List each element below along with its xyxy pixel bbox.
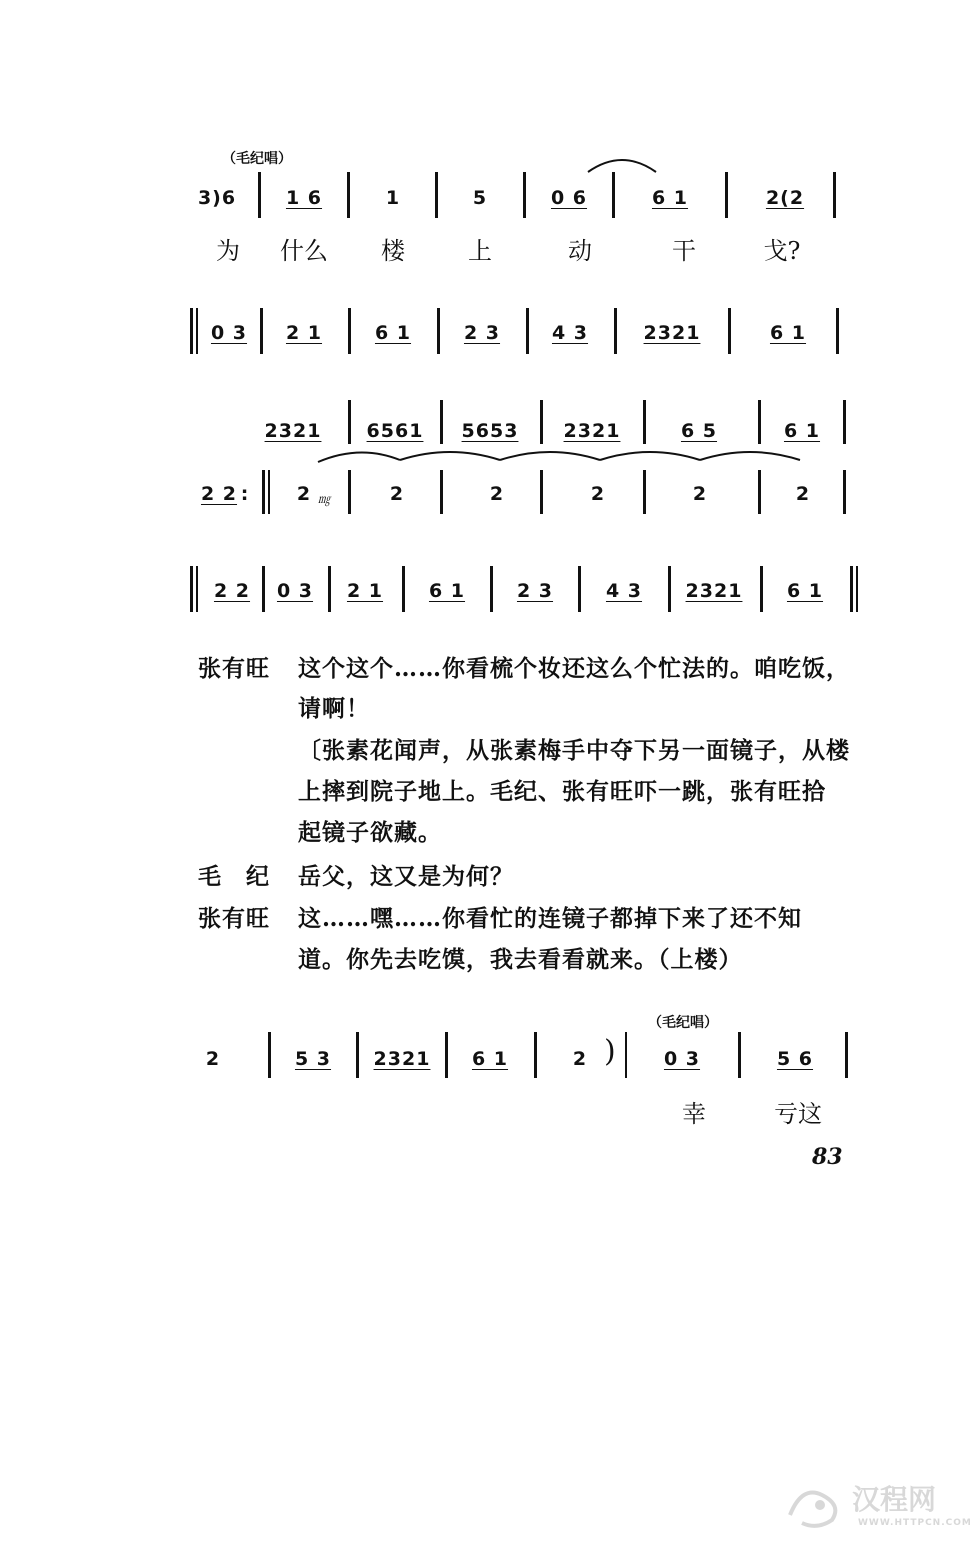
note: 6 1 <box>783 420 821 442</box>
note: 2 <box>489 483 505 505</box>
note: 0 3 <box>276 580 314 602</box>
repeat-start-barline <box>268 470 270 514</box>
note: 2321 <box>373 1048 431 1070</box>
lyric: 上 <box>468 237 492 265</box>
singer-cue: （毛纪唱） <box>648 1015 718 1031</box>
note: 3)6 <box>197 187 237 209</box>
barline <box>540 400 543 444</box>
note: 5 6 <box>776 1048 814 1070</box>
barline <box>440 400 443 444</box>
dialogue-line: 请啊！ <box>298 695 370 722</box>
tie-arcs <box>0 440 974 480</box>
lyric: 戈? <box>763 237 801 265</box>
stage-direction: 〔张素花闻声，从张素梅手中夺下另一面镜子，从楼 <box>298 737 850 764</box>
barline <box>643 400 646 444</box>
note: 2 <box>572 1048 588 1070</box>
note: 2321 <box>685 580 743 602</box>
note: 5 <box>472 187 488 209</box>
barline <box>402 566 405 612</box>
barline <box>578 566 581 612</box>
note: 2 <box>296 483 312 505</box>
note: 2(2 <box>765 187 805 209</box>
barline <box>760 566 763 612</box>
barline <box>523 172 526 218</box>
note: 2 3 <box>463 322 501 344</box>
lyric: 干 <box>672 237 696 265</box>
repeat-dots: : <box>240 483 250 505</box>
note: 5 3 <box>294 1048 332 1070</box>
closing-paren: ) <box>604 1034 616 1069</box>
barline <box>348 470 351 514</box>
barline <box>845 1032 848 1078</box>
note: 6 5 <box>680 420 718 442</box>
note: 2321 <box>643 322 701 344</box>
note: 4 3 <box>551 322 589 344</box>
barline <box>738 1032 741 1078</box>
note: 5653 <box>461 420 519 442</box>
barline <box>328 566 331 612</box>
barline <box>614 308 617 354</box>
barline <box>526 308 529 354</box>
note: 6 1 <box>428 580 466 602</box>
barline <box>262 566 265 612</box>
barline <box>348 400 351 444</box>
dialogue-line: 这……嘿……你看忙的连镜子都掉下来了还不知 <box>298 905 802 932</box>
stage-direction: 上摔到院子地上。毛纪、张有旺吓一跳，张有旺拾 <box>298 778 826 805</box>
lyric: 亏这 <box>774 1100 822 1128</box>
note: 1 <box>385 187 401 209</box>
note: 6 1 <box>786 580 824 602</box>
note: 6 1 <box>651 187 689 209</box>
note: 2 1 <box>285 322 323 344</box>
note: 6 1 <box>471 1048 509 1070</box>
note: 4 3 <box>605 580 643 602</box>
lyric: 幸 <box>682 1100 706 1128</box>
repeat-start-barline <box>190 308 193 354</box>
barline <box>725 172 728 218</box>
page-number: 83 <box>812 1144 843 1170</box>
repeat-start-barline <box>196 566 198 612</box>
barline <box>435 172 438 218</box>
barline <box>540 470 543 514</box>
speaker-name: 毛 纪 <box>198 863 270 890</box>
lyric: 为 <box>216 237 240 265</box>
barline <box>258 172 261 218</box>
barline <box>440 470 443 514</box>
barline <box>268 1032 271 1078</box>
barline <box>356 1032 359 1078</box>
repeat-end-barline <box>850 566 853 612</box>
note: 0 6 <box>550 187 588 209</box>
note: 2 3 <box>516 580 554 602</box>
singer-cue: （毛纪唱） <box>222 151 292 167</box>
barline <box>643 470 646 514</box>
watermark-logo-icon <box>782 1475 852 1535</box>
note: 2 <box>389 483 405 505</box>
barline <box>348 308 351 354</box>
barline <box>612 172 615 218</box>
stage-direction: 起镜子欲藏。 <box>298 819 442 846</box>
dynamic-mark: ㎎ <box>318 492 331 506</box>
note: 2321 <box>563 420 621 442</box>
watermark-url: WWW.HTTPCN.COM <box>858 1518 972 1528</box>
barline <box>668 566 671 612</box>
barline <box>490 566 493 612</box>
barline <box>833 172 836 218</box>
note: 2 2 <box>200 483 238 505</box>
repeat-end-barline <box>856 566 858 612</box>
note: 1 6 <box>285 187 323 209</box>
note: 6 1 <box>374 322 412 344</box>
note: 0 3 <box>663 1048 701 1070</box>
barline <box>260 308 263 354</box>
barline <box>758 400 761 444</box>
note: 6561 <box>366 420 424 442</box>
barline <box>347 172 350 218</box>
barline <box>728 308 731 354</box>
speaker-name: 张有旺 <box>198 655 270 682</box>
barline <box>534 1032 537 1078</box>
tie-arc <box>0 0 974 260</box>
dialogue-line: 道。你先去吃馍，我去看看就来。（上楼） <box>298 946 743 973</box>
barline <box>437 308 440 354</box>
repeat-start-barline <box>190 566 193 612</box>
lyric: 什么 <box>280 237 328 265</box>
dialogue-line: 这个这个……你看梳个妆还这么个忙法的。咱吃饭， <box>298 655 850 682</box>
note: 2 <box>795 483 811 505</box>
note: 2 <box>205 1048 221 1070</box>
speaker-name: 张有旺 <box>198 905 270 932</box>
note: 0 3 <box>210 322 248 344</box>
repeat-start-barline <box>196 308 198 354</box>
lyric: 楼 <box>381 237 405 265</box>
note: 2 2 <box>213 580 251 602</box>
note: 2 1 <box>346 580 384 602</box>
watermark-brand: 汉程网 <box>852 1483 937 1516</box>
barline <box>625 1032 627 1078</box>
barline <box>836 308 839 354</box>
barline <box>843 400 846 444</box>
dialogue-line: 岳父，这又是为何？ <box>298 863 514 890</box>
note: 2 <box>692 483 708 505</box>
barline <box>445 1032 448 1078</box>
barline <box>843 470 846 514</box>
barline <box>758 470 761 514</box>
note: 2 <box>590 483 606 505</box>
lyric: 动 <box>568 237 592 265</box>
repeat-start-barline <box>262 470 265 514</box>
note: 6 1 <box>769 322 807 344</box>
note: 2321 <box>264 420 322 442</box>
